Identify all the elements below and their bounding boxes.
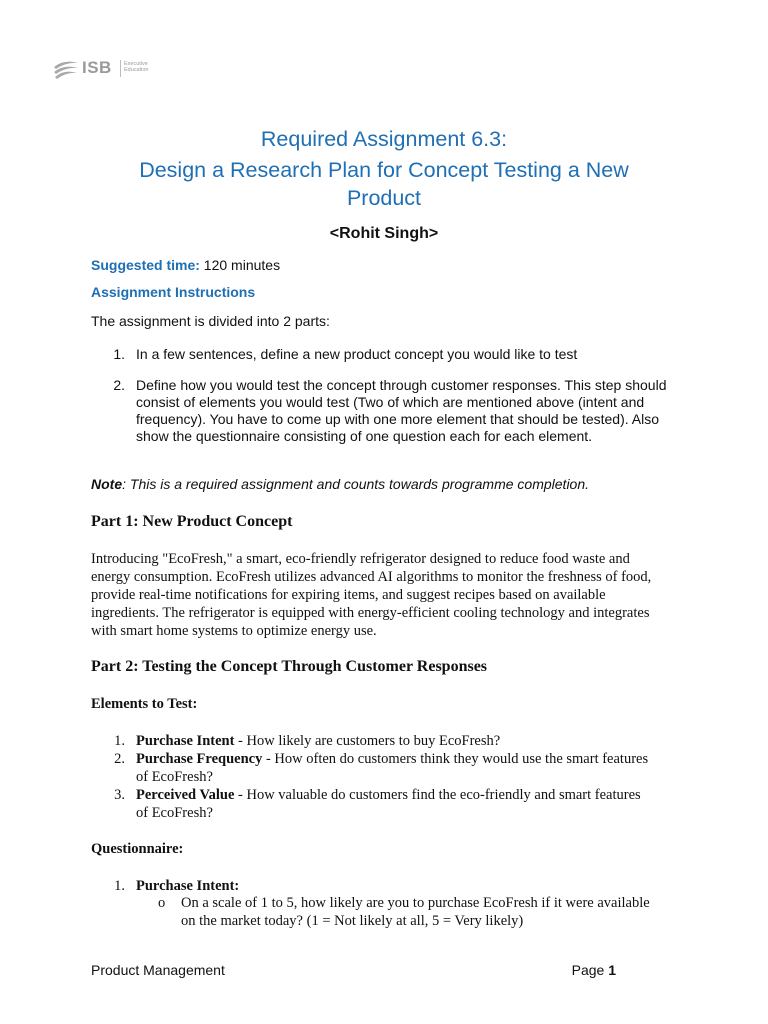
instruction-2-line-2: consist of elements you would test (Two of which are mentioned above (intent and <box>136 394 645 410</box>
part1-line-2: energy consumption. EcoFresh utilizes advanced AI algorithms to monitor the freshness of food, <box>91 569 652 585</box>
question-1-number: 1. <box>114 878 125 894</box>
question-1-label: Purchase Intent: <box>136 878 240 894</box>
element-1-line-1 <box>136 732 500 750</box>
element-2-title: Purchase Frequency <box>136 751 263 767</box>
title-line-1: Required Assignment 6.3: <box>260 127 508 151</box>
questionnaire-heading: Questionnaire: <box>91 841 184 857</box>
instruction-1-text: In a few sentences, define a new product concept you would like to test <box>136 346 578 362</box>
element-1-title: Purchase Intent <box>136 733 235 749</box>
logo-subtitle-line1: Executive <box>124 61 148 67</box>
logo-subtitle-line2: Education <box>124 67 149 73</box>
logo-text: ISB <box>82 58 112 77</box>
element-1-number: 1. <box>114 733 125 749</box>
author-name: <Rohit Singh> <box>329 225 439 242</box>
element-2-number: 2. <box>114 751 125 767</box>
part1-heading: Part 1: New Product Concept <box>91 513 293 530</box>
part2-heading: Part 2: Testing the Concept Through Customer Responses <box>91 658 488 675</box>
instruction-2-line-4: show the questionnaire consisting of one question each for each element. <box>136 428 593 444</box>
suggested-time-value: 120 minutes <box>199 257 281 273</box>
part1-line-5: with smart home systems to optimize energy use. <box>91 623 377 639</box>
instruction-2-number: 2. <box>113 377 125 393</box>
instructions-intro: The assignment is divided into 2 parts: <box>91 313 330 329</box>
suggested-time <box>91 257 280 274</box>
element-1-desc: - How likely are customers to buy EcoFresh? <box>234 733 501 749</box>
element-3-line-1 <box>136 786 641 804</box>
note <box>91 476 589 493</box>
element-2-desc: - How often do customers think they would use the smart features <box>262 751 649 767</box>
part1-line-3: provide real-time notifications for expiring items, and suggest recipes based on available <box>91 587 606 603</box>
isb-logo <box>52 57 162 83</box>
footer-course-name: Product Management <box>91 962 225 978</box>
question-1-line-2: on the market today? (1 = Not likely at all, 5 = Very likely) <box>181 913 524 929</box>
question-1-bullet: o <box>158 895 166 911</box>
question-1-line-1: On a scale of 1 to 5, how likely are you to purchase EcoFresh if it were available <box>181 895 650 911</box>
title-line-3: Product <box>346 186 422 210</box>
part1-line-1: Introducing "EcoFresh," a smart, eco-friendly refrigerator designed to reduce food waste and <box>91 551 630 567</box>
element-3-title: Perceived Value <box>136 787 235 803</box>
instruction-1-number: 1. <box>113 346 125 362</box>
instructions-heading: Assignment Instructions <box>91 284 256 300</box>
element-2-line-1 <box>136 750 648 768</box>
instruction-2-line-1: Define how you would test the concept through customer responses. This step should <box>136 377 667 393</box>
footer-page-number: 1 <box>608 962 616 978</box>
logo-divider <box>120 60 121 77</box>
elements-heading: Elements to Test: <box>91 696 198 712</box>
element-3-desc: - How valuable do customers find the eco-friendly and smart features <box>234 787 641 803</box>
element-3-line-2: of EcoFresh? <box>136 805 213 821</box>
footer-page <box>572 962 616 978</box>
element-2-line-2: of EcoFresh? <box>136 769 213 785</box>
element-3-number: 3. <box>114 787 125 803</box>
note-label: Note <box>91 476 123 492</box>
title-line-2: Design a Research Plan for Concept Testing a New <box>139 158 629 182</box>
part1-line-4: ingredients. The refrigerator is equipped with energy-efficient cooling technology and integrates <box>91 605 650 621</box>
isb-logo-icon <box>52 57 80 81</box>
suggested-time-label: Suggested time: <box>91 257 200 273</box>
instruction-2-line-3: frequency). You have to come up with one more element that should be tested). Also <box>136 411 659 427</box>
logo-subtitle <box>124 61 148 73</box>
footer-page-label: Page <box>571 962 609 978</box>
note-text: : This is a required assignment and counts towards programme completion. <box>122 476 590 492</box>
